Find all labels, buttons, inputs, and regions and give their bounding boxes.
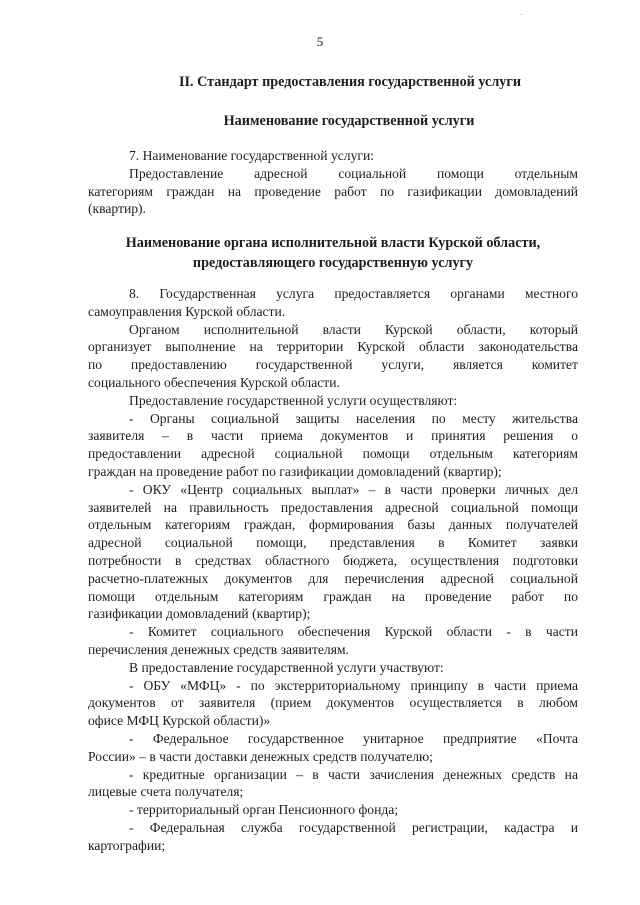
text-line: потребности в средствах областного бюджета, осуществления подготовки bbox=[88, 552, 578, 568]
text-line: перечисления денежных средств заявителям. bbox=[88, 641, 349, 657]
text-line: адресной социальной помощи, представления в Комитет заявки bbox=[88, 535, 578, 551]
heading-line: Наименование органа исполнительной власти Курской области, bbox=[125, 235, 541, 251]
text-line: Органом исполнительной власти Курской области, который bbox=[129, 321, 578, 337]
text-line: России» – в части доставки денежных средств получателю; bbox=[88, 748, 433, 764]
text-line: Предоставление адресной социальной помощи отдельным bbox=[129, 165, 578, 181]
text-line: документов от заявителя (прием документов осуществляется в любом bbox=[88, 695, 578, 711]
text-line: В предоставление государственной услуги участвуют: bbox=[129, 659, 444, 675]
text-line: - ОКУ «Центр социальных выплат» – в части проверки личных дел bbox=[129, 481, 578, 497]
text-line: помощи отдельным категориям граждан на проведение работ по bbox=[88, 588, 578, 604]
text-line: - территориальный орган Пенсионного фонда; bbox=[129, 802, 399, 818]
heading-organ bbox=[88, 233, 578, 273]
page-number: 5 bbox=[316, 34, 324, 49]
text-line: категориям граждан на проведение работ по газификации домовладений bbox=[88, 183, 578, 199]
text-line: - Комитет социального обеспечения Курской области - в части bbox=[129, 624, 578, 640]
subsection-title: Наименование государственной услуги bbox=[223, 113, 475, 129]
text-line: офисе МФЦ Курской области)» bbox=[88, 713, 271, 729]
text-line: самоуправления Курской области. bbox=[88, 303, 286, 319]
text-line: расчетно-платежных документов для перечисления адресной социальной bbox=[88, 570, 578, 586]
text-line: картографии; bbox=[88, 837, 166, 853]
text-line: 7. Наименование государственной услуги: bbox=[129, 148, 374, 163]
text-line: 8. Государственная услуга предоставляется органами местного bbox=[129, 286, 578, 301]
text-line: по предоставлению государственной услуги, является комитет bbox=[88, 357, 578, 373]
text-line: (квартир). bbox=[88, 201, 146, 217]
text-line: предоставлении адресной социальной помощи отдельным категориям bbox=[88, 446, 578, 462]
scan-speck bbox=[521, 14, 522, 15]
paragraph-8 bbox=[88, 285, 578, 855]
text-line: социального обеспечения Курской области. bbox=[88, 374, 340, 390]
text-line: - Федеральное государственное унитарное предприятие «Почта bbox=[129, 730, 578, 746]
text-line: газификации домовладений (квартир); bbox=[88, 606, 311, 622]
text-line: - ОБУ «МФЦ» - по экстерриториальному принципу в части приема bbox=[129, 677, 578, 693]
text-line: заявителей на правильность предоставления адресной социальной помощи bbox=[88, 499, 578, 515]
text-line: Предоставление государственной услуги осуществляют: bbox=[129, 392, 458, 408]
text-line: - Федеральная служба государственной регистрации, кадастра и bbox=[129, 819, 578, 835]
text-line: - Органы социальной защиты населения по месту жительства bbox=[129, 410, 578, 426]
text-line: граждан на проведение работ по газификации домовладений (квартир); bbox=[88, 463, 502, 479]
text-line: отдельным категориям граждан, формирования базы данных получателей bbox=[88, 517, 578, 533]
text-line: - кредитные организации – в части зачисления денежных средств на bbox=[129, 766, 578, 782]
text-line: организует выполнение на территории Курской области законодательства bbox=[88, 339, 578, 355]
text-line: заявителя – в части приема документов и принятия решения о bbox=[88, 428, 578, 444]
heading-line: предоставляющего государственную услугу bbox=[192, 255, 474, 271]
text-line: лицевые счета получателя; bbox=[88, 784, 244, 800]
section-title: II. Стандарт предоставления государственной услуги bbox=[178, 74, 522, 90]
paragraph-7 bbox=[88, 147, 578, 218]
